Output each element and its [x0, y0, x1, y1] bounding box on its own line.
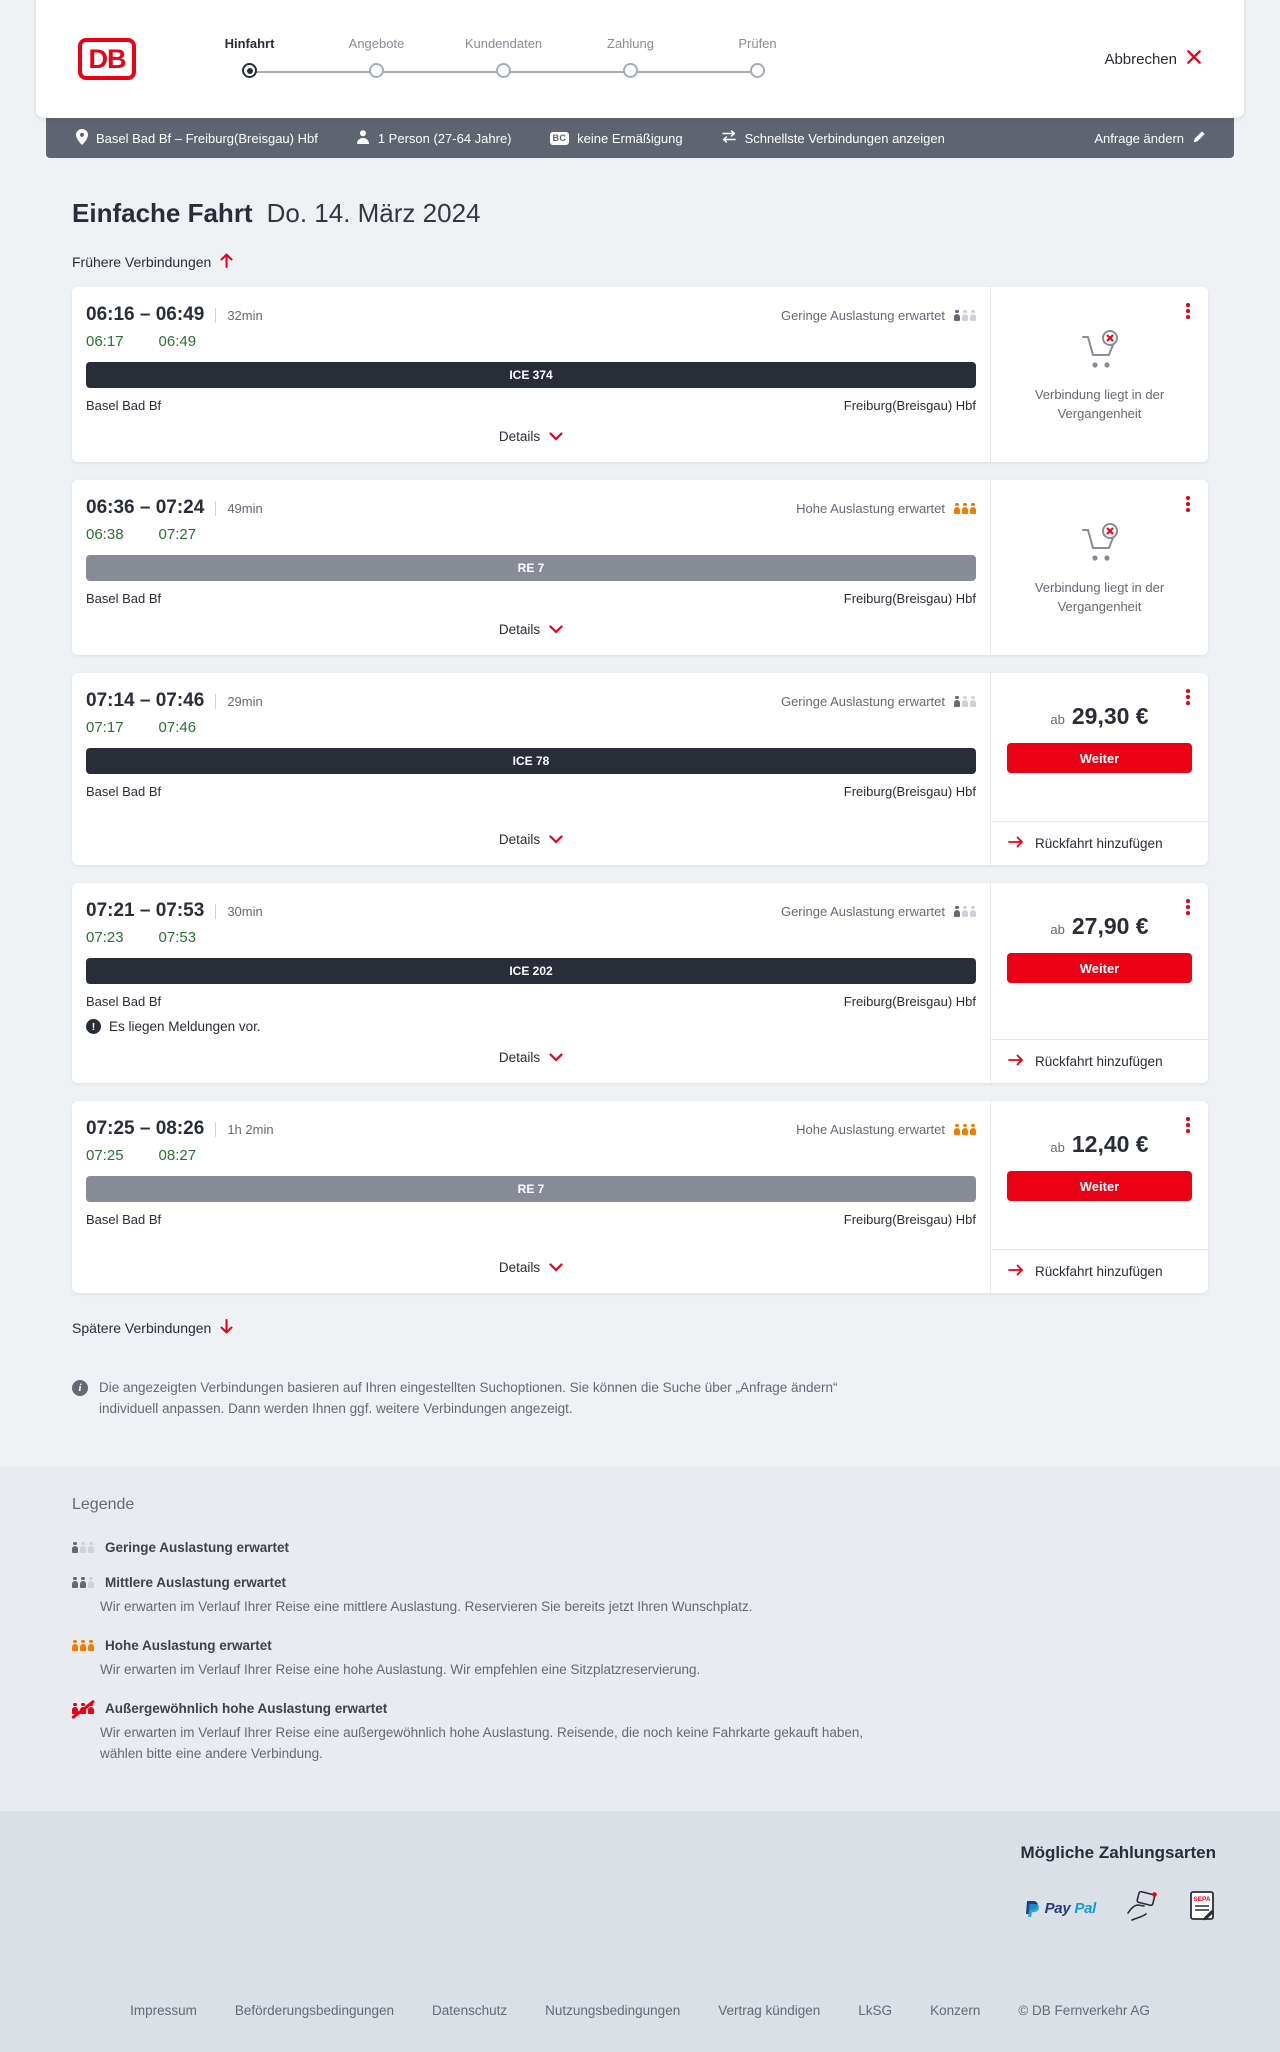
kebab-menu[interactable]: [1183, 1114, 1193, 1136]
footer-link-befoerderungsbedingungen[interactable]: Beförderungsbedingungen: [234, 2002, 395, 2018]
arrow-down-icon: [220, 1319, 233, 1337]
kebab-menu[interactable]: [1183, 686, 1193, 708]
arrow-right-icon: [1008, 1054, 1024, 1069]
db-logo: DB: [78, 38, 136, 80]
payment-methods: [64, 1889, 1216, 1929]
discount-text: keine Ermäßigung: [577, 130, 683, 146]
travel-date: Do. 14. März 2024: [266, 198, 481, 228]
connection-side-panel: [990, 480, 1208, 655]
connection-card: [72, 883, 1208, 1083]
details-toggle[interactable]: [86, 413, 976, 450]
add-return-button[interactable]: [991, 1249, 1208, 1293]
occupancy-label: Hohe Auslastung erwartet: [796, 1121, 945, 1137]
occupancy-exceptional-icon: [72, 1703, 94, 1714]
duration: 1h 2min: [227, 1121, 274, 1137]
destination-station: Freiburg(Breisgau) Hbf: [843, 784, 976, 799]
info-icon: [72, 1380, 88, 1396]
earlier-connections-link[interactable]: [72, 253, 233, 271]
passenger-text: 1 Person (27-64 Jahre): [377, 130, 512, 146]
step-zahlung[interactable]: [567, 36, 694, 88]
route-text: Basel Bad Bf – Freiburg(Breisgau) Hbf: [96, 130, 318, 146]
footer-link-datenschutz[interactable]: Datenschutz: [432, 2002, 508, 2018]
occupancy-label: Geringe Auslastung erwartet: [780, 693, 945, 709]
past-message: Verbindung liegt in der Vergangenheit: [1034, 580, 1165, 614]
step-pruefen[interactable]: [694, 36, 821, 88]
step-kundendaten[interactable]: [440, 36, 567, 88]
footer-link-lksg[interactable]: LkSG: [858, 2002, 893, 2018]
booking-steps: [186, 30, 821, 88]
kebab-menu[interactable]: [1183, 896, 1193, 918]
train-label-bar: [86, 362, 976, 388]
details-toggle[interactable]: [86, 1034, 976, 1071]
chevron-down-icon: [549, 622, 563, 637]
duration: 30min: [227, 903, 263, 919]
live-arrival: 07:46: [158, 719, 197, 736]
footer-link-konzern[interactable]: Konzern: [930, 2002, 981, 2018]
fastest-text: Schnellste Verbindungen anzeigen: [744, 130, 945, 146]
weiter-button[interactable]: Weiter: [1007, 953, 1192, 983]
divider: [215, 1122, 216, 1137]
live-times: [86, 1147, 976, 1164]
legend-description: Wir erwarten im Verlauf Ihrer Reise eine mittlere Auslastung. Reservieren Sie bereits jetzt Ihren Wunschplatz.: [100, 1598, 753, 1614]
occupancy-high-icon: [954, 503, 976, 514]
chevron-down-icon: [549, 429, 563, 444]
occupancy-label: Geringe Auslastung erwartet: [780, 903, 945, 919]
details-toggle[interactable]: [86, 816, 976, 853]
step-dot: [750, 63, 765, 78]
origin-station: Basel Bad Bf: [86, 398, 162, 413]
swap-arrows-icon: [721, 130, 737, 146]
arrow-up-icon: [220, 253, 233, 271]
step-angebote[interactable]: [313, 36, 440, 88]
divider: [215, 501, 216, 516]
live-departure: 06:38: [86, 526, 124, 543]
step-label: Angebote: [348, 36, 405, 51]
svg-text:SEPA: SEPA: [1193, 1896, 1211, 1904]
legend-item-high: [72, 1638, 1208, 1681]
pencil-icon: [1192, 130, 1206, 147]
details-label: Details: [498, 622, 541, 637]
step-dot: [369, 63, 384, 78]
discount-summary: [550, 131, 683, 146]
search-summary-bar: [46, 118, 1234, 158]
close-icon: [1186, 49, 1202, 69]
later-connections-link[interactable]: [72, 1319, 233, 1337]
step-dot-active: [242, 63, 257, 78]
notice-text: Es liegen Meldungen vor.: [109, 1019, 261, 1034]
connection-side-panel: [990, 1101, 1208, 1293]
connection-summary: [72, 673, 990, 865]
legend-description: Wir erwarten im Verlauf Ihrer Reise eine hohe Auslastung. Wir empfehlen eine Sitzplatzreservierung.: [100, 1661, 701, 1677]
connection-summary: [72, 1101, 990, 1293]
kebab-menu[interactable]: [1183, 300, 1193, 322]
legend-label: Hohe Auslastung erwartet: [105, 1637, 272, 1653]
search-options-hint: [72, 1378, 1208, 1420]
location-pin-icon: [76, 129, 88, 148]
alert-icon: [86, 1019, 101, 1034]
earlier-connections-label: Frühere Verbindungen: [72, 254, 212, 270]
occupancy-low-icon: [954, 696, 976, 707]
legend-item-exceptional: [72, 1701, 1208, 1765]
price-prefix: ab: [1050, 712, 1065, 727]
duration: 29min: [227, 693, 263, 709]
legend-label: Mittlere Auslastung erwartet: [105, 1574, 287, 1590]
later-connections-label: Spätere Verbindungen: [72, 1320, 212, 1336]
step-dot: [496, 63, 511, 78]
occupancy-low-icon: [954, 310, 976, 321]
paypal-wordmark: Pay: [1044, 1900, 1071, 1918]
live-arrival: 07:27: [158, 526, 197, 543]
add-return-button[interactable]: [991, 821, 1208, 865]
person-icon: [356, 130, 370, 147]
duration: 32min: [227, 307, 263, 323]
origin-station: Basel Bad Bf: [86, 1212, 162, 1227]
connection-summary: [72, 287, 990, 462]
connection-side-panel: [990, 883, 1208, 1083]
page-title: Einfache Fahrt: [72, 198, 253, 228]
cancel-button[interactable]: [1104, 49, 1202, 69]
footer-links: [64, 1977, 1216, 2052]
page-title-row: [72, 198, 1208, 229]
credit-card-icon: [1126, 1891, 1160, 1926]
occupancy-low-icon: [954, 906, 976, 917]
footer-link-nutzungsbedingungen[interactable]: Nutzungsbedingungen: [545, 2002, 681, 2018]
divider: [215, 308, 216, 323]
occupancy-label: Hohe Auslastung erwartet: [796, 500, 945, 516]
legend-item-medium: [72, 1575, 1208, 1618]
step-label: Hinfahrt: [224, 36, 275, 51]
live-departure: 06:17: [86, 333, 124, 350]
connection-summary: [72, 883, 990, 1083]
live-departure: 07:25: [86, 1147, 124, 1164]
connection-side-panel: [990, 673, 1208, 865]
divider: [215, 904, 216, 919]
train-label-bar: [86, 555, 976, 581]
arrow-right-icon: [1008, 1264, 1024, 1279]
change-request-button[interactable]: [1094, 130, 1206, 147]
change-request-label: Anfrage ändern: [1094, 130, 1184, 146]
live-departure: 07:23: [86, 929, 124, 946]
cancel-label: Abbrechen: [1104, 50, 1177, 68]
chevron-down-icon: [549, 1260, 563, 1275]
step-dot: [623, 63, 638, 78]
chevron-down-icon: [549, 832, 563, 847]
train-label: RE 7: [517, 1182, 545, 1196]
live-arrival: 08:27: [158, 1147, 197, 1164]
time-range: 07:25 – 08:26: [86, 1118, 205, 1139]
destination-station: Freiburg(Breisgau) Hbf: [843, 591, 976, 606]
add-return-label: Rückfahrt hinzufügen: [1035, 1264, 1163, 1279]
live-departure: 07:17: [86, 719, 124, 736]
live-arrival: 07:53: [158, 929, 197, 946]
connection-summary: [72, 480, 990, 655]
step-label: Zahlung: [607, 36, 654, 51]
connection-card: [72, 1101, 1208, 1293]
route-summary: [76, 129, 318, 148]
connection-side-panel: [990, 287, 1208, 462]
page-footer: [0, 1811, 1280, 2052]
occupancy-medium-icon: [72, 1577, 94, 1588]
live-times: [86, 929, 976, 946]
live-times: [86, 333, 976, 350]
occupancy-low-icon: [72, 1542, 94, 1553]
train-label: ICE 202: [509, 964, 553, 978]
price: 12,40 €: [1071, 1131, 1149, 1157]
step-label: Kundendaten: [464, 36, 543, 51]
duration: 49min: [227, 500, 263, 516]
origin-station: Basel Bad Bf: [86, 994, 162, 1009]
add-return-label: Rückfahrt hinzufügen: [1035, 836, 1163, 851]
weiter-button[interactable]: Weiter: [1007, 1171, 1192, 1201]
origin-station: Basel Bad Bf: [86, 784, 162, 799]
legend-section: [0, 1466, 1280, 1811]
live-times: [86, 719, 976, 736]
divider: [215, 694, 216, 709]
sepa-mandate-icon: [1190, 1891, 1216, 1926]
legend-label: Außergewöhnlich hohe Auslastung erwartet: [105, 1700, 388, 1716]
legend-title: Legende: [72, 1495, 135, 1513]
add-return-button[interactable]: [991, 1039, 1208, 1083]
details-label: Details: [498, 1260, 541, 1275]
price: 29,30 €: [1071, 703, 1149, 729]
price: 27,90 €: [1071, 913, 1149, 939]
copyright: © DB Fernverkehr AG: [1018, 2002, 1150, 2018]
details-label: Details: [498, 832, 541, 847]
paypal-icon: [1025, 1900, 1096, 1918]
connection-card: [72, 673, 1208, 865]
time-range: 07:14 – 07:46: [86, 690, 205, 711]
legend-label: Geringe Auslastung erwartet: [105, 1539, 290, 1555]
hint-text: Die angezeigten Verbindungen basieren auf Ihren eingestellten Suchoptionen. Sie können die Suche über „Anfrage ändern“ individuell anpassen. Dann werden Ihnen ggf. weitere Verbindungen angezeigt.: [99, 1380, 838, 1416]
results-main: [0, 198, 1280, 1420]
details-toggle[interactable]: [86, 1244, 976, 1281]
passenger-summary: [356, 130, 512, 147]
footer-link-impressum[interactable]: Impressum: [130, 2002, 197, 2018]
details-label: Details: [498, 429, 541, 444]
paypal-wordmark: Pal: [1074, 1900, 1096, 1918]
train-label: ICE 78: [512, 754, 550, 768]
fastest-connections-toggle[interactable]: [721, 130, 945, 146]
legend-description: Wir erwarten im Verlauf Ihrer Reise eine außergewöhnlich hohe Auslastung. Reisende, die noch keine Fahrkarte gekauft haben, wählen bitte eine andere Verbindung.: [100, 1724, 864, 1761]
step-hinfahrt[interactable]: [186, 36, 313, 88]
weiter-button[interactable]: Weiter: [1007, 743, 1192, 773]
occupancy-label: Geringe Auslastung erwartet: [780, 307, 945, 323]
destination-station: Freiburg(Breisgau) Hbf: [843, 994, 976, 1009]
legend-item-low: [72, 1540, 1208, 1555]
arrow-right-icon: [1008, 836, 1024, 851]
time-range: 07:21 – 07:53: [86, 900, 205, 921]
train-label-bar: [86, 958, 976, 984]
train-label-bar: [86, 748, 976, 774]
occupancy-high-icon: [954, 1124, 976, 1135]
connection-card: [72, 480, 1208, 655]
app-header: [36, 0, 1244, 118]
price-prefix: ab: [1050, 922, 1065, 937]
past-message: Verbindung liegt in der Vergangenheit: [1034, 387, 1165, 421]
time-range: 06:36 – 07:24: [86, 497, 205, 518]
bahncard-icon: BC: [550, 132, 570, 145]
kebab-menu[interactable]: [1183, 493, 1193, 515]
time-range: 06:16 – 06:49: [86, 304, 205, 325]
details-toggle[interactable]: [86, 606, 976, 643]
live-arrival: 06:49: [158, 333, 197, 350]
details-label: Details: [498, 1050, 541, 1065]
step-label: Prüfen: [738, 36, 777, 51]
footer-link-vertrag-kuendigen[interactable]: Vertrag kündigen: [718, 2002, 821, 2018]
train-label: ICE 374: [509, 368, 553, 382]
origin-station: Basel Bad Bf: [86, 591, 162, 606]
add-return-label: Rückfahrt hinzufügen: [1035, 1054, 1163, 1069]
payment-title: Mögliche Zahlungsarten: [1020, 1842, 1216, 1862]
cart-unavailable-icon: [1077, 522, 1123, 569]
destination-station: Freiburg(Breisgau) Hbf: [843, 1212, 976, 1227]
cart-unavailable-icon: [1077, 329, 1123, 376]
train-label-bar: [86, 1176, 976, 1202]
destination-station: Freiburg(Breisgau) Hbf: [843, 398, 976, 413]
connection-notice: [86, 1019, 976, 1034]
live-times: [86, 526, 976, 543]
chevron-down-icon: [549, 1050, 563, 1065]
train-label: RE 7: [517, 561, 545, 575]
occupancy-high-icon: [72, 1640, 94, 1651]
price-prefix: ab: [1050, 1140, 1065, 1155]
connection-card: [72, 287, 1208, 462]
